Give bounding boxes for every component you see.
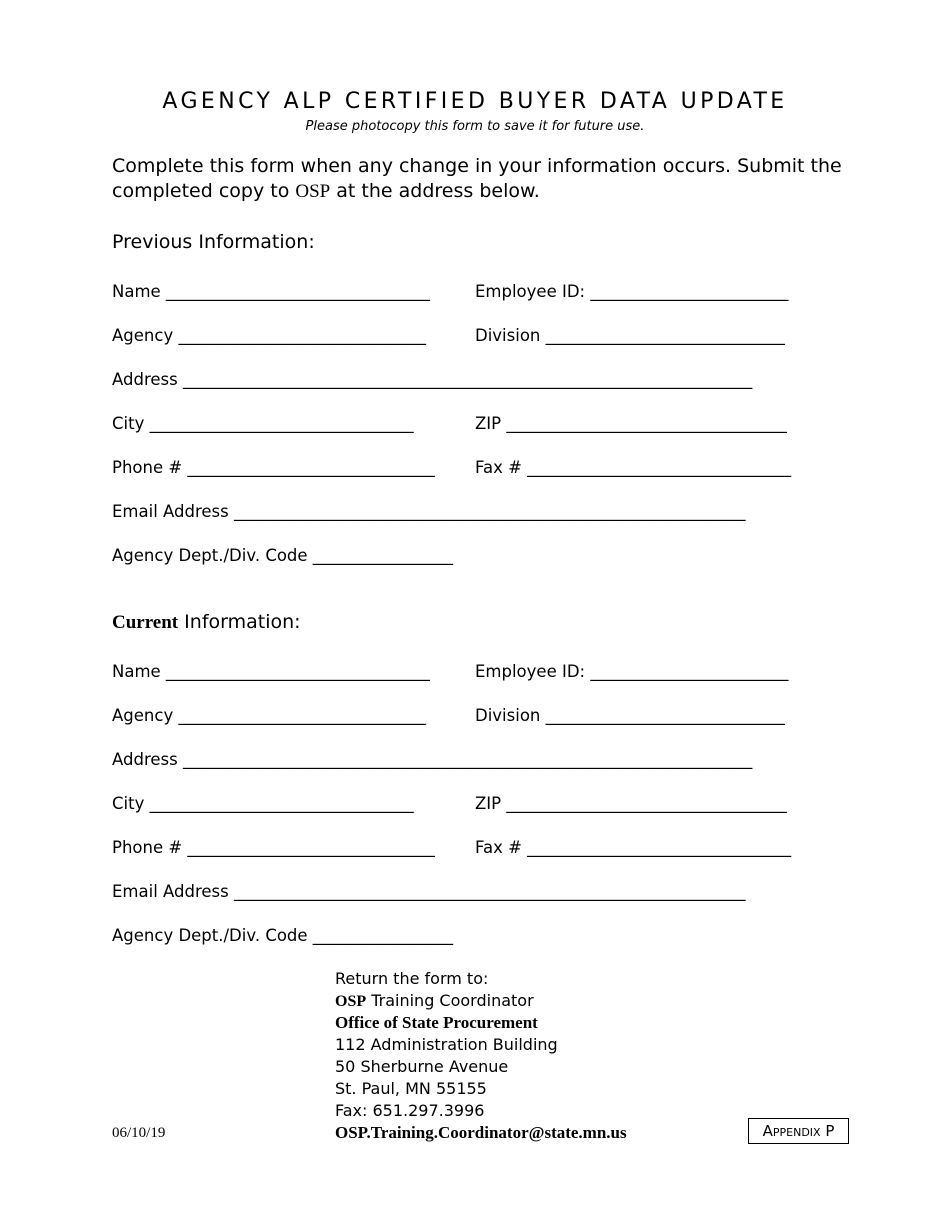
current-name-field[interactable]: Name ________________________________ bbox=[112, 662, 430, 681]
current-heading-bold: Current bbox=[112, 612, 179, 633]
current-email-field[interactable]: Email Address ______________________________________________________________ bbox=[112, 882, 746, 901]
intro-text bbox=[112, 154, 852, 204]
current-agency-field[interactable]: Agency ______________________________ bbox=[112, 706, 426, 725]
email-link[interactable]: OSP.Training.Coordinator@state.mn.us bbox=[335, 1123, 627, 1142]
previous-dept-code-field[interactable]: Agency Dept./Div. Code _________________ bbox=[112, 546, 454, 565]
previous-phone-field[interactable]: Phone # ______________________________ bbox=[112, 458, 435, 477]
revision-date: 06/10/19 bbox=[112, 1125, 166, 1141]
previous-division-field[interactable]: Division _____________________________ bbox=[475, 326, 785, 345]
coordinator-line bbox=[335, 990, 534, 1013]
current-fax-field[interactable]: Fax # ________________________________ bbox=[475, 838, 792, 857]
current-heading-rest: Information: bbox=[178, 611, 301, 633]
office-name: Office of State Procurement bbox=[335, 1013, 538, 1032]
city-line: St. Paul, MN 55155 bbox=[335, 1079, 487, 1098]
current-heading bbox=[112, 611, 301, 634]
current-city-field[interactable]: City ________________________________ bbox=[112, 794, 414, 813]
form-subtitle: Please photocopy this form to save it for future use. bbox=[305, 119, 645, 134]
coordinator-osp: OSP bbox=[335, 993, 367, 1010]
current-zip-field[interactable]: ZIP __________________________________ bbox=[475, 794, 787, 813]
fax-line: Fax: 651.297.3996 bbox=[335, 1101, 485, 1120]
previous-address-field[interactable]: Address _____________________________________________________________________ bbox=[112, 370, 753, 389]
previous-fax-field[interactable]: Fax # ________________________________ bbox=[475, 458, 792, 477]
previous-heading: Previous Information: bbox=[112, 231, 315, 253]
return-to-label: Return the form to: bbox=[335, 969, 489, 988]
intro-part2: at the address below. bbox=[330, 180, 540, 202]
current-phone-field[interactable]: Phone # ______________________________ bbox=[112, 838, 435, 857]
previous-email-field[interactable]: Email Address ______________________________________________________________ bbox=[112, 502, 746, 521]
intro-osp: OSP bbox=[295, 181, 331, 202]
current-dept-code-field[interactable]: Agency Dept./Div. Code _________________ bbox=[112, 926, 454, 945]
street-line: 50 Sherburne Avenue bbox=[335, 1057, 509, 1076]
building-line: 112 Administration Building bbox=[335, 1035, 558, 1054]
form-title: AGENCY ALP CERTIFIED BUYER DATA UPDATE bbox=[162, 89, 788, 114]
previous-name-field[interactable]: Name ________________________________ bbox=[112, 282, 430, 301]
current-division-field[interactable]: Division _____________________________ bbox=[475, 706, 785, 725]
intro-part1: Complete this form when any change in your information occurs. Submit the completed copy to bbox=[112, 155, 842, 202]
previous-city-field[interactable]: City ________________________________ bbox=[112, 414, 414, 433]
current-employee-id-field[interactable]: Employee ID: ________________________ bbox=[475, 662, 789, 681]
coordinator-title: Training Coordinator bbox=[366, 991, 534, 1010]
appendix-badge: Appendix P bbox=[748, 1118, 849, 1144]
previous-agency-field[interactable]: Agency ______________________________ bbox=[112, 326, 426, 345]
previous-employee-id-field[interactable]: Employee ID: ________________________ bbox=[475, 282, 789, 301]
previous-zip-field[interactable]: ZIP __________________________________ bbox=[475, 414, 787, 433]
current-address-field[interactable]: Address _____________________________________________________________________ bbox=[112, 750, 753, 769]
